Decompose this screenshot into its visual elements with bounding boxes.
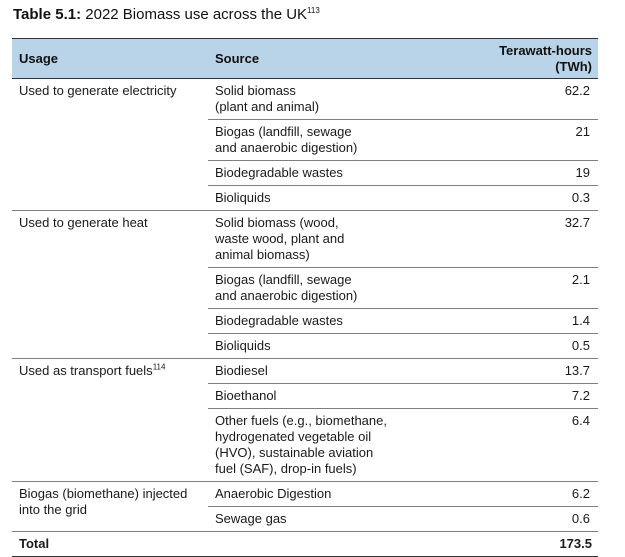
footnote-ref: 114 [152, 362, 166, 372]
value-cell: 6.2 [468, 482, 598, 507]
total-label: Total [12, 532, 468, 557]
table-body [12, 79, 598, 557]
source-cell: Bioliquids [208, 186, 468, 211]
table-row [12, 482, 598, 507]
table-caption [13, 6, 320, 24]
table-row [12, 211, 598, 268]
usage-cell [12, 482, 208, 532]
table-number: Table 5.1: [13, 6, 82, 23]
usage-label: Used as transport fuels [19, 363, 153, 378]
table-header-row [12, 39, 598, 79]
source-cell: Anaerobic Digestion [208, 482, 468, 507]
usage-cell [12, 79, 208, 211]
source-cell: Biogas (landfill, sewage and anaerobic digestion) [208, 268, 468, 309]
usage-label: Used to generate electricity [19, 83, 177, 98]
source-cell: Solid biomass (wood, waste wood, plant and animal biomass) [208, 211, 468, 268]
source-cell: Other fuels (e.g., biomethane, hydrogenated vegetable oil (HVO), sustainable aviation fuel (SAF), drop-in fuels) [208, 409, 468, 482]
value-cell: 0.6 [468, 507, 598, 532]
value-cell: 21 [468, 120, 598, 161]
value-cell: 19 [468, 161, 598, 186]
source-cell: Bioethanol [208, 384, 468, 409]
usage-label: Biogas (biomethane) injected into the grid [19, 486, 188, 517]
value-cell: 2.1 [468, 268, 598, 309]
source-cell: Biodiesel [208, 359, 468, 384]
source-cell: Biogas (landfill, sewage and anaerobic digestion) [208, 120, 468, 161]
source-cell: Sewage gas [208, 507, 468, 532]
header-usage: Usage [12, 39, 208, 79]
footnote-ref: 113 [307, 6, 320, 15]
header-twh: Terawatt-hours (TWh) [468, 39, 598, 79]
value-cell: 7.2 [468, 384, 598, 409]
source-cell: Solid biomass (plant and animal) [208, 79, 468, 120]
usage-label: Used to generate heat [19, 215, 148, 230]
value-cell: 62.2 [468, 79, 598, 120]
usage-cell [12, 359, 208, 482]
value-cell: 0.3 [468, 186, 598, 211]
value-cell: 0.5 [468, 334, 598, 359]
table-title: 2022 Biomass use across the UK [85, 6, 308, 23]
source-cell: Biodegradable wastes [208, 309, 468, 334]
table-row [12, 79, 598, 120]
total-value: 173.5 [468, 532, 598, 557]
usage-cell [12, 211, 208, 359]
value-cell: 32.7 [468, 211, 598, 268]
value-cell: 6.4 [468, 409, 598, 482]
source-cell: Bioliquids [208, 334, 468, 359]
value-cell: 1.4 [468, 309, 598, 334]
biomass-table [12, 38, 598, 557]
value-cell: 13.7 [468, 359, 598, 384]
header-source: Source [208, 39, 468, 79]
source-cell: Biodegradable wastes [208, 161, 468, 186]
total-row [12, 532, 598, 557]
table-row [12, 359, 598, 384]
